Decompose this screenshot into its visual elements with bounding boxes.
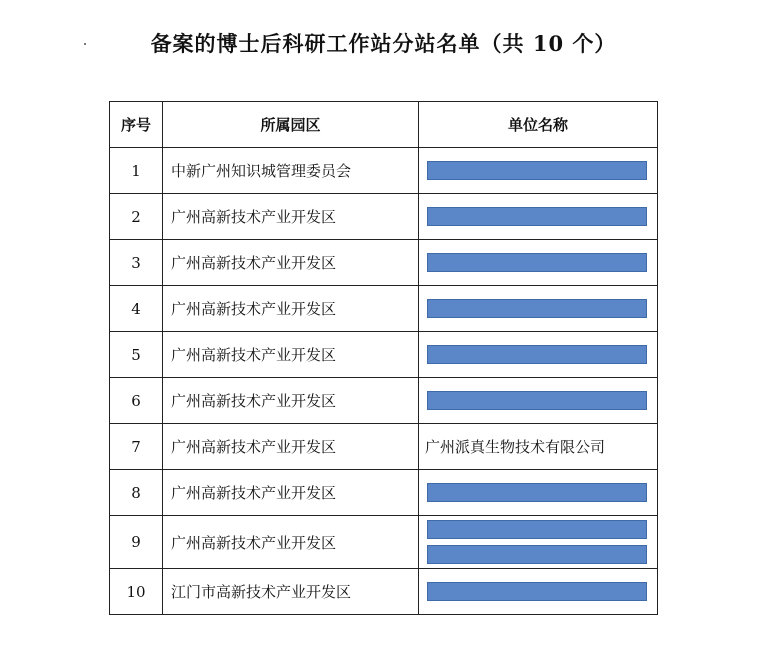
row-serial-number: 2 [110,194,163,240]
row-serial-number: 3 [110,240,163,286]
row-serial-number: 9 [110,516,163,569]
station-list-table [109,101,658,615]
row-serial-number: 6 [110,378,163,424]
row-unit-name [419,194,658,240]
header-unit-name: 单位名称 [419,102,658,148]
table-row [110,470,658,516]
row-serial-number: 10 [110,569,163,615]
header-serial-number: 序号 [110,102,163,148]
redaction-bar [427,582,647,601]
table-body [110,148,658,615]
redaction-bar [427,545,647,564]
table-row [110,194,658,240]
redaction-bar [427,391,647,410]
row-unit-name [419,516,658,569]
row-park: 广州高新技术产业开发区 [163,516,419,569]
table-row [110,240,658,286]
redaction-bar [427,483,647,502]
row-serial-number: 8 [110,470,163,516]
row-unit-name [419,569,658,615]
redaction-bar [427,253,647,272]
row-park: 广州高新技术产业开发区 [163,424,419,470]
document-title: 备案的博士后科研工作站分站名单（共 10 个） [150,31,617,56]
row-unit-name [419,148,658,194]
row-unit-name [419,470,658,516]
row-unit-name [419,240,658,286]
redaction-bar [427,299,647,318]
redaction-bar [427,345,647,364]
table-row [110,424,658,470]
table-header-row [110,102,658,148]
row-park: 江门市高新技术产业开发区 [163,569,419,615]
row-serial-number: 5 [110,332,163,378]
table-row [110,516,658,569]
row-park: 广州高新技术产业开发区 [163,470,419,516]
header-park: 所属园区 [163,102,419,148]
row-park: 广州高新技术产业开发区 [163,286,419,332]
table-row [110,569,658,615]
row-park: 广州高新技术产业开发区 [163,332,419,378]
table-row [110,332,658,378]
redaction-bar [427,207,647,226]
row-unit-name [419,332,658,378]
row-serial-number: 7 [110,424,163,470]
row-unit-name [419,378,658,424]
row-park: 广州高新技术产业开发区 [163,378,419,424]
redaction-bar [427,161,647,180]
row-park: 广州高新技术产业开发区 [163,240,419,286]
row-park: 中新广州知识城管理委员会 [163,148,419,194]
row-serial-number: 4 [110,286,163,332]
row-unit-name: 广州派真生物技术有限公司 [419,424,658,470]
redaction-bar [427,520,647,539]
table-row [110,378,658,424]
row-unit-name [419,286,658,332]
table-row [110,286,658,332]
row-serial-number: 1 [110,148,163,194]
table-row [110,148,658,194]
row-park: 广州高新技术产业开发区 [163,194,419,240]
